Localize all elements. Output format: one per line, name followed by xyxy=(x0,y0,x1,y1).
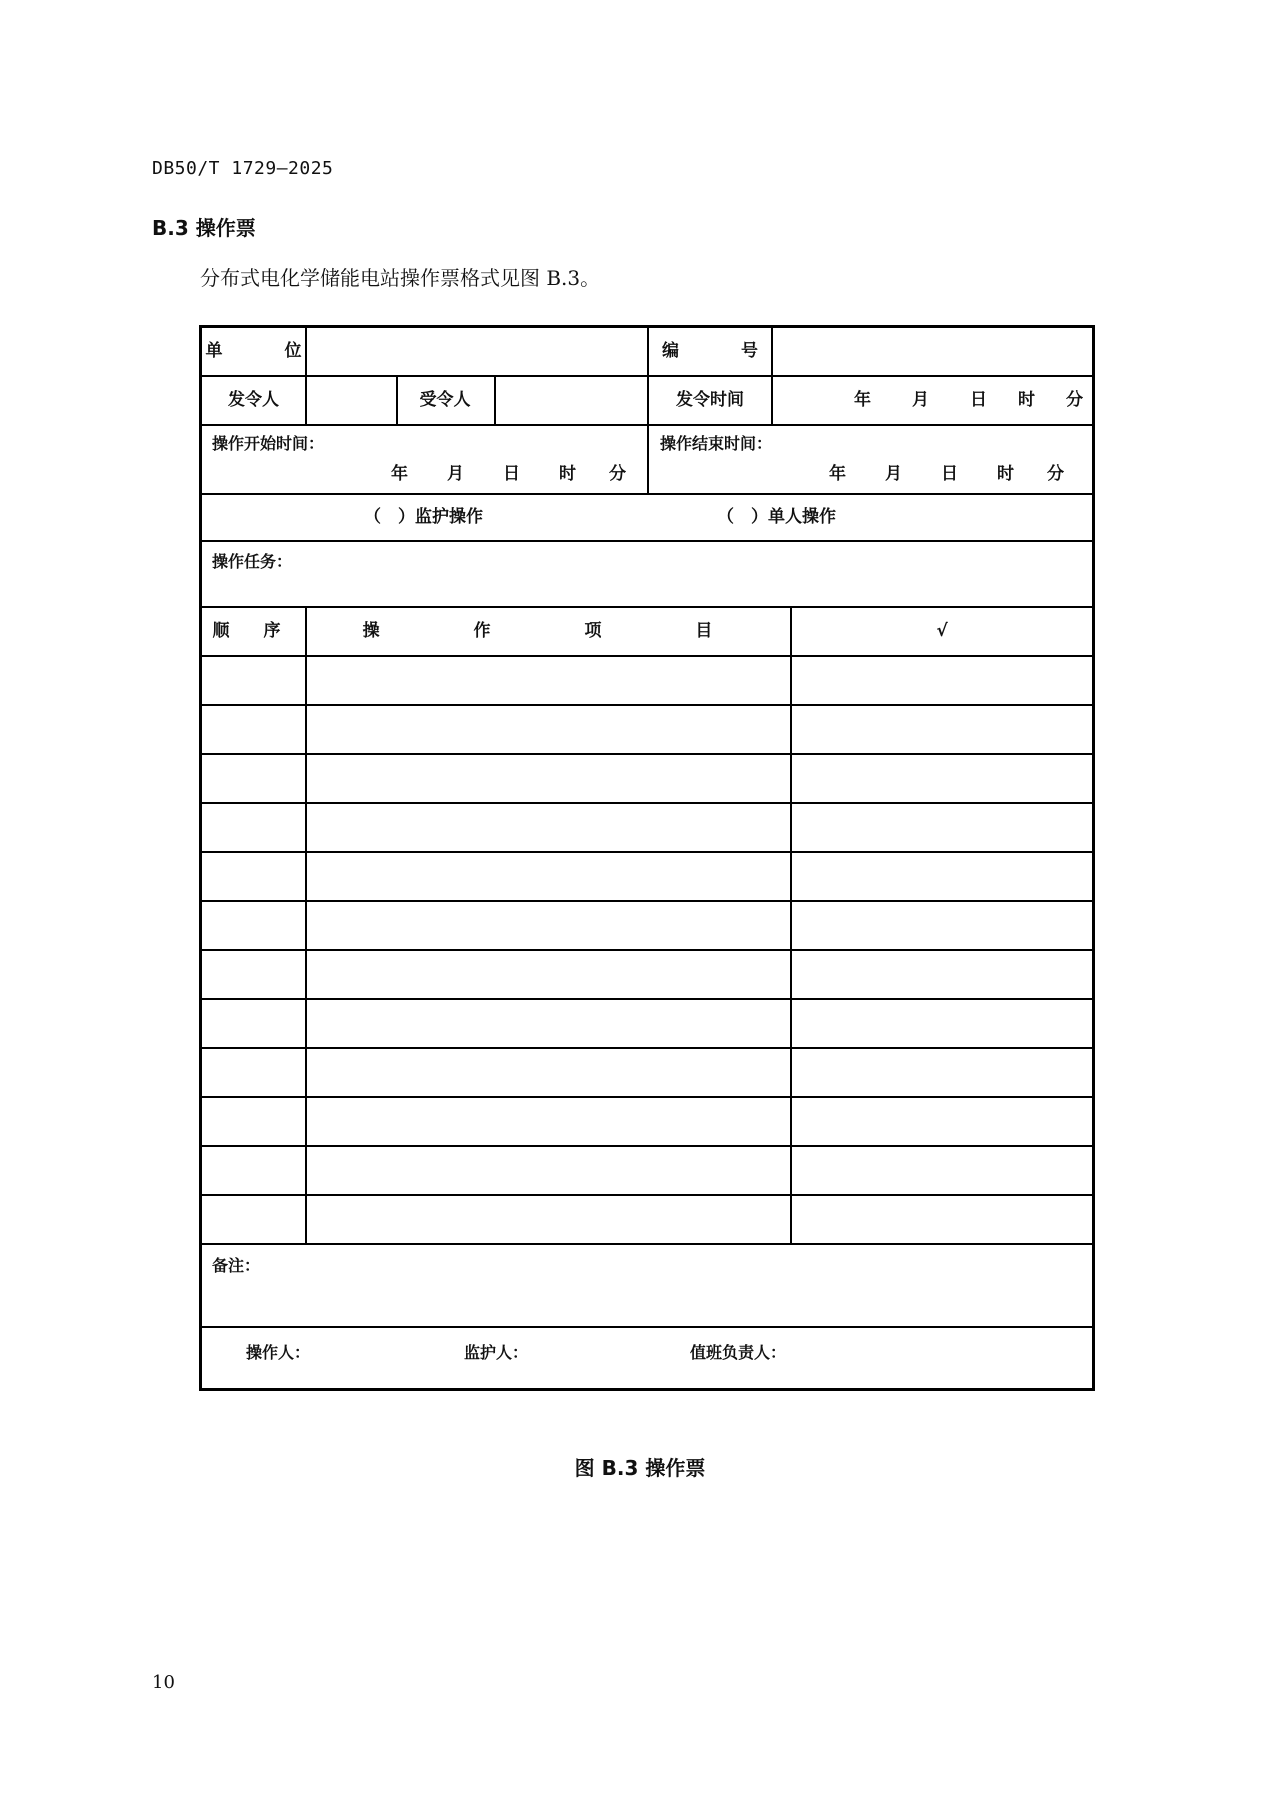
minute-unit: 分 xyxy=(1066,390,1083,410)
row-rule xyxy=(202,1326,1092,1328)
duty-leader-label: 值班负责人： xyxy=(690,1343,787,1362)
year-unit: 年 xyxy=(829,464,846,484)
col-rule xyxy=(494,375,496,425)
item-column-header: 操 作 项 目 xyxy=(362,621,757,641)
row-rule xyxy=(202,1243,1092,1245)
unit-label: 单 位 xyxy=(205,341,330,361)
col-rule xyxy=(790,606,792,1244)
minute-unit: 分 xyxy=(609,464,626,484)
remarks-label: 备注： xyxy=(212,1256,261,1275)
month-unit: 月 xyxy=(912,390,929,410)
standard-id: DB50/T 1729—2025 xyxy=(152,158,334,179)
row-rule xyxy=(202,1145,1092,1147)
hour-unit: 时 xyxy=(1018,390,1035,410)
operator-label: 操作人： xyxy=(246,1343,311,1362)
number-label: 编 号 xyxy=(662,341,786,361)
task-label: 操作任务： xyxy=(212,552,293,571)
hour-unit: 时 xyxy=(559,464,576,484)
month-unit: 月 xyxy=(447,464,464,484)
end-time-date-units xyxy=(829,466,1064,483)
row-rule xyxy=(202,802,1092,804)
supervised-operation-option[interactable]: （ ）监护操作 xyxy=(364,507,483,527)
start-time-date-units xyxy=(391,466,626,483)
row-rule xyxy=(202,606,1092,608)
issue-time-date-units xyxy=(854,392,1083,409)
row-rule xyxy=(202,704,1092,706)
day-unit: 日 xyxy=(503,464,520,484)
operation-ticket-form xyxy=(199,325,1095,1391)
page-number: 10 xyxy=(152,1672,175,1693)
row-rule xyxy=(202,851,1092,853)
supervisor-label: 监护人： xyxy=(464,1343,529,1362)
section-heading: B.3 操作票 xyxy=(152,216,256,240)
check-column-header: √ xyxy=(936,621,948,641)
row-rule xyxy=(202,998,1092,1000)
row-rule xyxy=(202,753,1092,755)
year-unit: 年 xyxy=(854,390,871,410)
figure-caption: 图 B.3 操作票 xyxy=(574,1456,706,1480)
issuer-label: 发令人 xyxy=(228,390,279,410)
minute-unit: 分 xyxy=(1047,464,1064,484)
row-rule xyxy=(202,1194,1092,1196)
row-rule xyxy=(202,949,1092,951)
start-time-label: 操作开始时间： xyxy=(212,434,325,453)
row-rule xyxy=(202,540,1092,542)
row-rule xyxy=(202,1096,1092,1098)
row-rule xyxy=(202,655,1092,657)
row-rule xyxy=(202,1047,1092,1049)
issue-time-label: 发令时间 xyxy=(676,390,744,410)
receiver-label: 受令人 xyxy=(419,390,471,410)
day-unit: 日 xyxy=(970,390,987,410)
order-column-header: 顺 序 xyxy=(212,621,295,641)
single-operation-option[interactable]: （ ）单人操作 xyxy=(717,507,836,527)
day-unit: 日 xyxy=(941,464,958,484)
end-time-label: 操作结束时间： xyxy=(660,434,773,453)
intro-paragraph: 分布式电化学储能电站操作票格式见图 B.3。 xyxy=(200,266,601,290)
row-rule xyxy=(202,900,1092,902)
hour-unit: 时 xyxy=(997,464,1014,484)
year-unit: 年 xyxy=(391,464,408,484)
month-unit: 月 xyxy=(885,464,902,484)
col-rule xyxy=(305,606,307,1244)
